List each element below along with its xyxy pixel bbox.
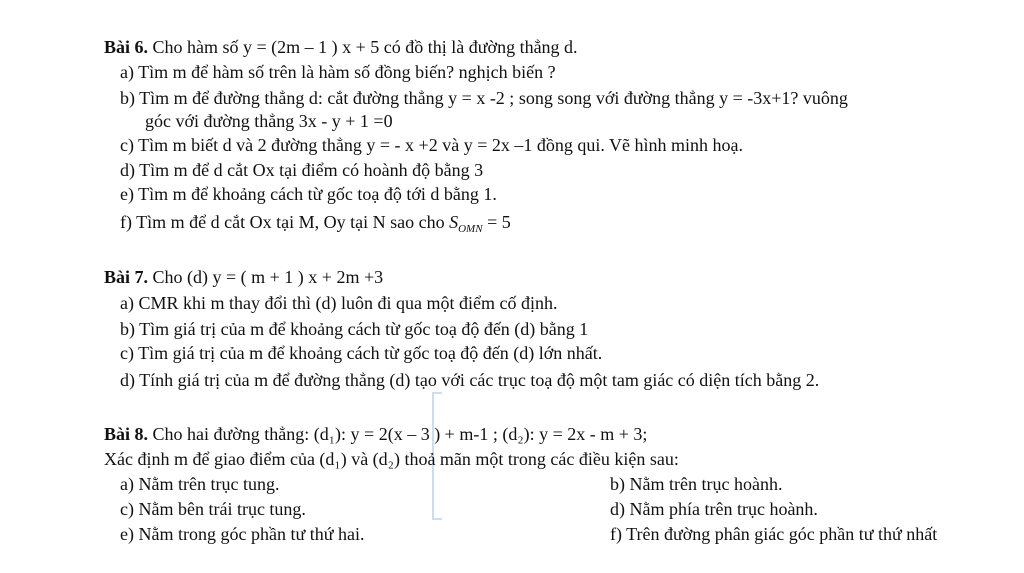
- b7-item-a: a) CMR khi m thay đổi thì (d) luôn đi qua một điểm cố định.: [120, 293, 558, 313]
- b6-intro: Cho hàm số y = (2m – 1 ) x + 5 có đồ thị là đường thẳng d.: [152, 37, 578, 57]
- b7-intro-line: [104, 267, 383, 287]
- b6-item-a: a) Tìm m để hàm số trên là hàm số đồng biến? nghịch biến ?: [120, 62, 556, 82]
- b6-item-f-text: f) Tìm m để d cắt Ox tại M, Oy tại N sao cho: [120, 212, 450, 232]
- b8-item-f: f) Trên đường phân giác góc phần tư thứ nhất: [610, 524, 938, 544]
- area-value: = 5: [482, 212, 511, 232]
- b6-item-f: [120, 212, 511, 239]
- b6-heading: Bài 6.: [104, 37, 149, 57]
- b7-item-d: d) Tính giá trị của m để đường thẳng (d) tạo với các trục toạ độ một tam giác có diện tích bằng 2.: [120, 370, 820, 390]
- b8-intro: Cho hai đường thẳng: (d₁): y = 2(x – 3 ) + m-1 ; (d₂): y = 2x - m + 3;: [152, 424, 648, 444]
- b7-heading: Bài 7.: [104, 267, 149, 287]
- b6-intro-line: [104, 37, 578, 57]
- b8-item-b: b) Nằm trên trục hoành.: [610, 474, 783, 494]
- b8-item-c: c) Nằm bên trái trục tung.: [120, 499, 306, 519]
- b8-intro-line: [104, 424, 647, 444]
- b7-intro: Cho (d) y = ( m + 1 ) x + 2m +3: [152, 267, 384, 287]
- b8-item-a: a) Nằm trên trục tung.: [120, 474, 280, 494]
- area-symbol: S: [449, 212, 459, 232]
- b7-item-c: c) Tìm giá trị của m để khoảng cách từ gốc toạ độ đến (d) lớn nhất.: [120, 343, 603, 363]
- b8-item-e: e) Nằm trong góc phần tư thứ hai.: [120, 524, 365, 544]
- b6-item-c: c) Tìm m biết d và 2 đường thẳng y = - x +2 và y = 2x –1 đồng qui. Vẽ hình minh hoạ.: [120, 135, 743, 155]
- b8-heading: Bài 8.: [104, 424, 149, 444]
- b6-item-b: b) Tìm m để đường thẳng d: cắt đường thẳng y = x -2 ; song song với đường thẳng y = -3x+1? vuông: [120, 88, 848, 108]
- b6-item-e: e) Tìm m để khoảng cách từ gốc toạ độ tới d bằng 1.: [120, 184, 497, 204]
- b8-conditions-intro: Xác định m để giao điểm của (d₁) và (d₂) thoả mãn một trong các điều kiện sau:: [104, 449, 679, 469]
- area-subscript: OMN: [458, 223, 483, 235]
- b7-item-b: b) Tìm giá trị của m để khoảng cách từ gốc toạ độ đến (d) bằng 1: [120, 319, 589, 339]
- b8-item-d: d) Nằm phía trên trục hoành.: [610, 499, 818, 519]
- b6-item-b-cont: góc với đường thẳng 3x - y + 1 =0: [145, 111, 393, 131]
- b6-item-d: d) Tìm m để d cắt Ox tại điểm có hoành độ bằng 3: [120, 160, 484, 180]
